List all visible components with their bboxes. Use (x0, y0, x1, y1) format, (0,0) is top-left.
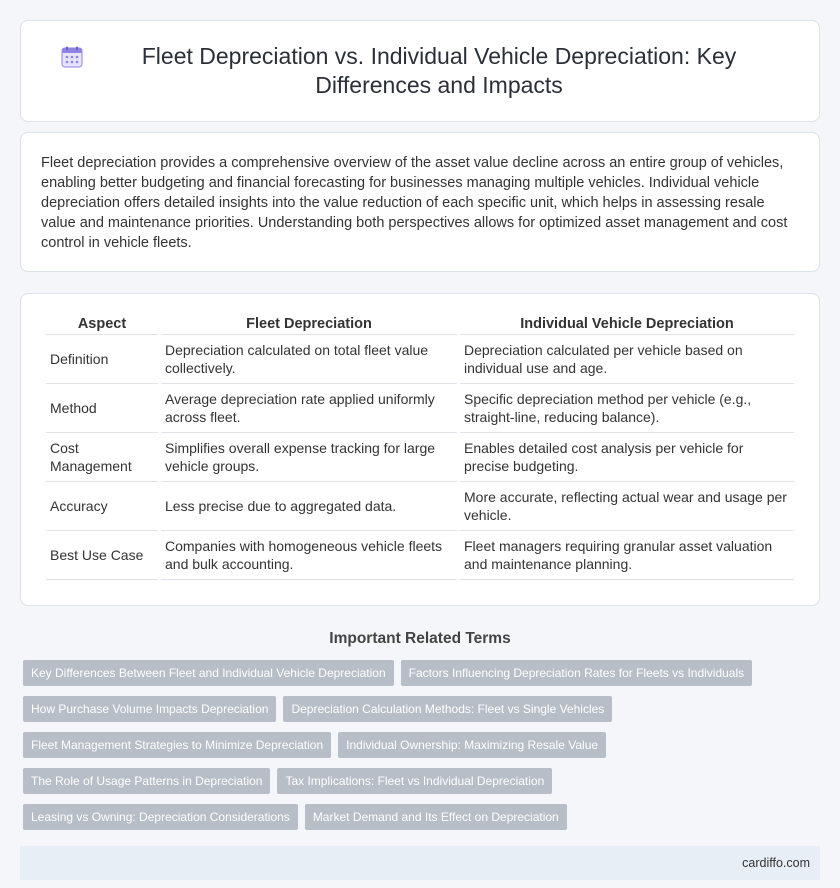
footer (20, 846, 820, 880)
page-title: Fleet Depreciation vs. Individual Vehicle Depreciation: Key Differences and Impacts (141, 43, 737, 98)
related-term-tag[interactable]: The Role of Usage Patterns in Depreciation (23, 768, 270, 794)
related-term-tag[interactable]: Individual Ownership: Maximizing Resale Value (338, 732, 606, 758)
row-fleet: Average depreciation rate applied uniformly across fleet. (161, 384, 457, 433)
intro-paragraph: Fleet depreciation provides a comprehensive overview of the asset value decline across an entire group of vehicles, enabling better budgeting and financial forecasting for businesses managing multiple vehicles. Individual vehicle depreciation offers detailed insights into the value reduction of each specific unit, which helps in assessing resale value and maintenance priorities. Understanding both perspectives allows for optimized asset management and cost control in vehicle fleets. (41, 155, 788, 251)
related-term-tag[interactable]: Key Differences Between Fleet and Individual Vehicle Depreciation (23, 660, 394, 686)
header-card (20, 20, 820, 122)
table-row (46, 482, 794, 531)
calendar-icon (61, 46, 83, 68)
row-aspect: Cost Management (46, 433, 158, 482)
row-aspect: Definition (46, 335, 158, 384)
row-fleet: Companies with homogeneous vehicle fleets and bulk accounting. (161, 531, 457, 580)
row-aspect: Method (46, 384, 158, 433)
row-aspect: Best Use Case (46, 531, 158, 580)
row-individual: Depreciation calculated per vehicle based on individual use and age. (460, 335, 794, 384)
related-terms-list (20, 660, 820, 840)
row-individual: Fleet managers requiring granular asset valuation and maintenance planning. (460, 531, 794, 580)
row-fleet: Less precise due to aggregated data. (161, 482, 457, 531)
footer-site-link[interactable]: cardiffo.com (742, 856, 810, 870)
comparison-table-card (20, 293, 820, 606)
row-individual: Enables detailed cost analysis per vehicle for precise budgeting. (460, 433, 794, 482)
row-individual: More accurate, reflecting actual wear and usage per vehicle. (460, 482, 794, 531)
related-term-tag[interactable]: Fleet Management Strategies to Minimize Depreciation (23, 732, 331, 758)
row-fleet: Depreciation calculated on total fleet value collectively. (161, 335, 457, 384)
header-aspect: Aspect (46, 308, 158, 335)
header-individual: Individual Vehicle Depreciation (460, 308, 794, 335)
table-header-row (46, 308, 794, 335)
table-row (46, 531, 794, 580)
intro-card (20, 132, 820, 272)
row-aspect: Accuracy (46, 482, 158, 531)
table-row (46, 384, 794, 433)
related-term-tag[interactable]: Tax Implications: Fleet vs Individual Depreciation (277, 768, 552, 794)
table-row (46, 433, 794, 482)
table-row (46, 335, 794, 384)
related-term-tag[interactable]: Depreciation Calculation Methods: Fleet vs Single Vehicles (283, 696, 612, 722)
related-term-tag[interactable]: How Purchase Volume Impacts Depreciation (23, 696, 276, 722)
related-term-tag[interactable]: Market Demand and Its Effect on Depreciation (305, 804, 567, 830)
comparison-table (43, 308, 797, 580)
header-fleet: Fleet Depreciation (161, 308, 457, 335)
row-fleet: Simplifies overall expense tracking for large vehicle groups. (161, 433, 457, 482)
related-term-tag[interactable]: Leasing vs Owning: Depreciation Considerations (23, 804, 298, 830)
row-individual: Specific depreciation method per vehicle (e.g., straight-line, reducing balance). (460, 384, 794, 433)
related-terms-title: Important Related Terms (329, 630, 511, 647)
related-term-tag[interactable]: Factors Influencing Depreciation Rates for Fleets vs Individuals (401, 660, 753, 686)
